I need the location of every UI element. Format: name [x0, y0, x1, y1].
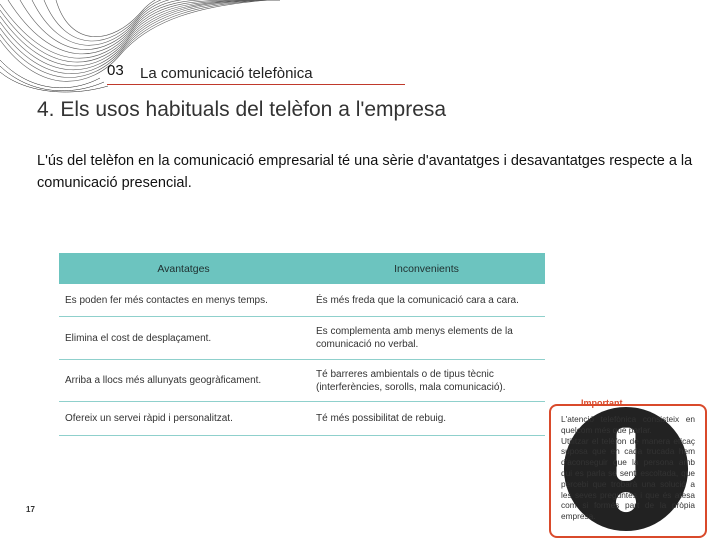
note-paragraph: Utilitzar el telèfon de manera eficaç suposa que en cada trucada hem d'aconseguir que la persona amb qui es parla se senti escoltada, que percebi que trobarà una solució a les seves preguntes i que és atesa com si formés part de la pròpia empresa.	[561, 435, 695, 522]
advantage-cell: Ofereix un servei ràpid i personalitzat.	[59, 402, 308, 436]
section-title: 4. Els usos habituals del telèfon a l'empresa	[37, 98, 447, 121]
note-paragraph: L'atenció telefònica consisteix en quelcom més que parlar.	[561, 414, 695, 435]
intro-paragraph: L'ús del telèfon en la comunicació empresarial té una sèrie d'avantatges i desavantatges respecte a la comunicació presencial.	[37, 153, 693, 191]
chapter-number: 03	[107, 62, 124, 79]
drawback-cell: Es complementa amb menys elements de la comunicació no verbal.	[308, 317, 545, 360]
table-row	[59, 360, 545, 402]
drawback-cell: És més freda que la comunicació cara a cara.	[308, 284, 545, 317]
drawback-cell: Té barreres ambientals o de tipus tècnic (interferències, sorolls, mala comunicació).	[308, 360, 545, 402]
table-header-row	[59, 253, 545, 284]
column-header-drawbacks: Inconvenients	[308, 253, 545, 284]
advantage-cell: Elimina el cost de desplaçament.	[59, 317, 308, 360]
drawback-cell: Té més possibilitat de rebuig.	[308, 402, 545, 436]
note-label: Important	[581, 398, 623, 408]
advantage-cell: Arriba a llocs més allunyats geogràficament.	[59, 360, 308, 402]
page-number: 17	[26, 505, 35, 514]
chapter-header	[107, 62, 405, 85]
table-row	[59, 284, 545, 317]
table-row	[59, 402, 545, 436]
column-header-advantages: Avantatges	[59, 253, 308, 284]
chapter-title: La comunicació telefònica	[140, 65, 313, 82]
comparison-table	[59, 253, 545, 436]
advantage-cell: Es poden fer més contactes en menys temps.	[59, 284, 308, 317]
table-row	[59, 317, 545, 360]
note-body	[561, 414, 695, 522]
